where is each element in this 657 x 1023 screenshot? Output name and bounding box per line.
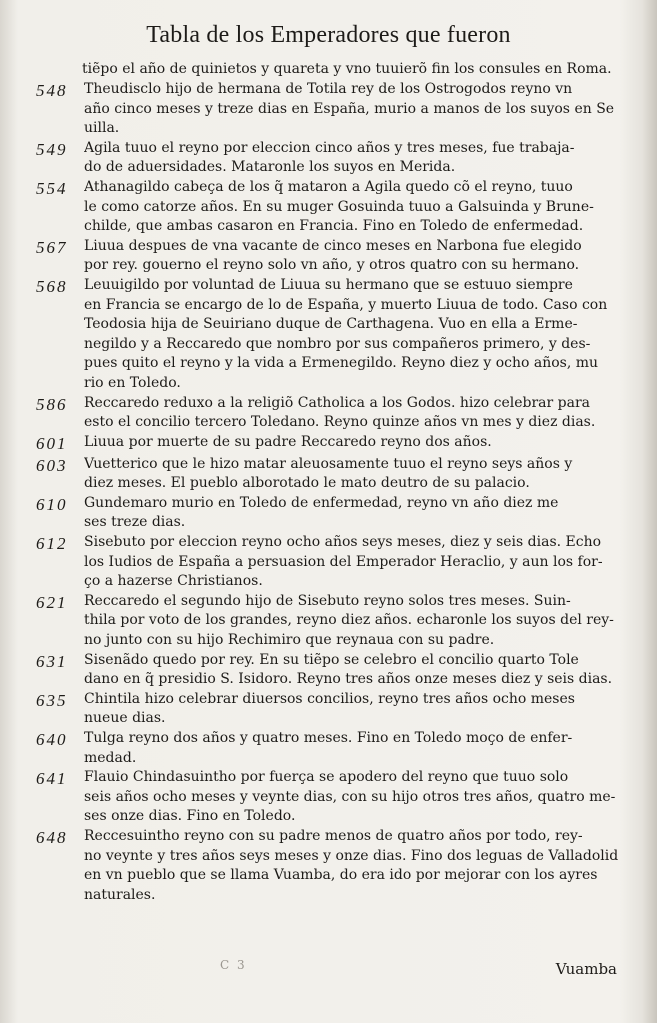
entry-line: Reccaredo reduxo a la religiõ Catholica a los Godos. hizo celebrar para (84, 394, 591, 411)
entry-text (84, 690, 626, 729)
entry-year: 554 (36, 178, 68, 198)
entry-line: Flauio Chindasuintho por fuerça se apodero del reyno que tuuo solo (84, 769, 569, 786)
entry-line: no veynte y tres años seys meses y onze dias. Fino dos leguas de Valladolid (84, 847, 619, 864)
entry-line: no junto con su hijo Rechimiro que reynaua con su padre. (84, 632, 495, 649)
entry-line: medad. (84, 749, 137, 766)
entry-year: 640 (36, 730, 68, 749)
table-row (36, 237, 626, 276)
entry-line: do de aduersidades. Mataronle los suyos en Merida. (84, 159, 456, 176)
entry-line: los Iudios de España a persuasion del Emperador Heraclio, y aun los for- (84, 553, 603, 570)
entry-year: 610 (36, 494, 68, 514)
entry-year: 549 (36, 139, 68, 159)
table-row (36, 592, 626, 651)
entry-text (84, 178, 626, 237)
entry-line: año cinco meses y treze dias en España, murio a manos de los suyos en Se (84, 100, 615, 117)
entry-line: childe, que ambas casaron en Francia. Fino en Toledo de enfermedad. (84, 218, 584, 235)
entry-text (84, 768, 626, 827)
entry-year: 586 (36, 394, 68, 414)
entry-year: 567 (36, 237, 68, 257)
table-row (36, 533, 626, 592)
entry-line: en Francia se encargo de lo de España, y muerto Liuua de todo. Caso con (84, 296, 608, 313)
entry-year: 612 (36, 534, 68, 554)
entry-line: thila por voto de los grandes, reyno diez años. echaronle los suyos del rey- (84, 612, 614, 629)
entry-text (84, 651, 626, 690)
entry-line: le como catorze años. En su muger Gosuinda tuuo a Galsuinda y Brune- (84, 198, 594, 215)
emperor-table (36, 80, 626, 905)
entry-line: naturales. (84, 886, 156, 903)
table-row (36, 690, 626, 729)
entry-text (84, 533, 626, 592)
entry-line: Reccesuintho reyno con su padre menos de quatro años por todo, rey- (84, 827, 583, 844)
entry-line: Theudisclo hijo de hermana de Totila rey de los Ostrogodos reyno vn (84, 81, 573, 97)
table-row (36, 827, 626, 905)
table-row (36, 433, 626, 455)
entry-line: Teodosia hija de Seuiriano duque de Carthagena. Vuo en ella a Erme- (84, 316, 578, 333)
table-row (36, 276, 626, 394)
entry-year: 621 (36, 592, 68, 612)
entry-line: Tulga reyno dos años y quatro meses. Fino en Toledo moço de enfer- (84, 730, 573, 746)
entry-text (84, 494, 626, 533)
table-row (36, 394, 626, 433)
signature-mark: C 3 (220, 958, 247, 972)
entry-year: 631 (36, 651, 68, 671)
entry-line: Sisebuto por eleccion reyno ocho años seys meses, diez y seis dias. Echo (84, 534, 602, 551)
entry-text (84, 276, 626, 394)
entry-line: Athanagildo cabeça de los q̃ mataron a Agila quedo cõ el reyno, tuuo (84, 178, 573, 195)
entry-line: Gundemaro murio en Toledo de enfermedad, reyno vn año diez me (84, 494, 559, 511)
entry-line: Agila tuuo el reyno por eleccion cinco años y tres meses, fue trabaja- (84, 139, 575, 156)
entry-year: 603 (36, 455, 68, 475)
entry-year: 568 (36, 276, 68, 296)
entry-text (84, 237, 626, 276)
entry-year: 641 (36, 769, 68, 789)
page-gutter (643, 0, 657, 1023)
entry-line: en vn pueblo que se llama Vuamba, do era ido por mejorar con los ayres (84, 867, 598, 884)
table-row (36, 651, 626, 690)
entry-line: Liuua por muerte de su padre Reccaredo reyno dos años. (84, 433, 492, 450)
entry-year: 648 (36, 827, 68, 847)
entry-line: pues quito el reyno y la vida a Ermenegildo. Reyno diez y ocho años, mu (84, 355, 599, 372)
entry-line: uilla. (84, 120, 120, 137)
entry-line: seis años ocho meses y veynte dias, con su hijo otros tres años, quatro me- (84, 788, 616, 805)
entry-line: Vuetterico que le hizo matar aleuosamente tuuo el reyno seys años y (84, 455, 573, 472)
entry-line: por rey. gouerno el reyno solo vn año, y otros quatro con su hermano. (84, 257, 580, 274)
entry-text (84, 455, 626, 494)
entry-line: diez meses. El pueblo alborotado le mato deutro de su palacio. (84, 475, 530, 492)
table-row (36, 768, 626, 827)
entry-line: dano en q̃ presidio S. Isidoro. Reyno tres años onze meses diez y seis dias. (84, 671, 613, 688)
entry-line: Sisenãdo quedo por rey. En su tiẽpo se celebro el concilio quarto Tole (84, 651, 579, 668)
entry-year: 548 (36, 81, 68, 100)
entry-line: Chintila hizo celebrar diuersos concilios, reyno tres años ocho meses (84, 690, 575, 707)
entry-text (84, 433, 626, 453)
table-row (36, 80, 626, 139)
table-row (36, 494, 626, 533)
page-title: Tabla de los Emperadores que fueron (146, 22, 511, 48)
entry-text (84, 394, 626, 433)
entry-text (84, 592, 626, 651)
table-row (36, 139, 626, 178)
entry-line: negildo y a Reccaredo que nombro por sus compañeros primero, y des- (84, 335, 591, 352)
table-row (36, 178, 626, 237)
entry-line: Liuua despues de vna vacante de cinco meses en Narbona fue elegido (84, 237, 582, 254)
entry-line: ço a hazerse Christianos. (84, 573, 263, 590)
entry-line: rio en Toledo. (84, 374, 181, 391)
catchword: Vuamba (555, 960, 617, 978)
entry-text (84, 827, 626, 905)
entry-line: ses onze dias. Fino en Toledo. (84, 808, 296, 825)
table-row (36, 455, 626, 494)
entry-year: 601 (36, 433, 68, 453)
entry-year: 635 (36, 690, 68, 710)
entry-text (84, 139, 626, 178)
entry-line: esto el concilio tercero Toledano. Reyno quinze años vn mes y diez dias. (84, 414, 596, 431)
entry-line: nueue dias. (84, 710, 166, 727)
entry-line: ses treze dias. (84, 514, 186, 531)
intro-line: tiẽpo el año de quinietos y quareta y vno tuuierõ fin los consules en Roma. (82, 61, 612, 77)
table-row (36, 729, 626, 768)
entry-line: Reccaredo el segundo hijo de Sisebuto reyno solos tres meses. Suin- (84, 592, 571, 609)
entry-text (84, 729, 626, 768)
entry-line: Leuuigildo por voluntad de Liuua su hermano que se estuuo siempre (84, 276, 573, 293)
entry-text (84, 80, 626, 139)
